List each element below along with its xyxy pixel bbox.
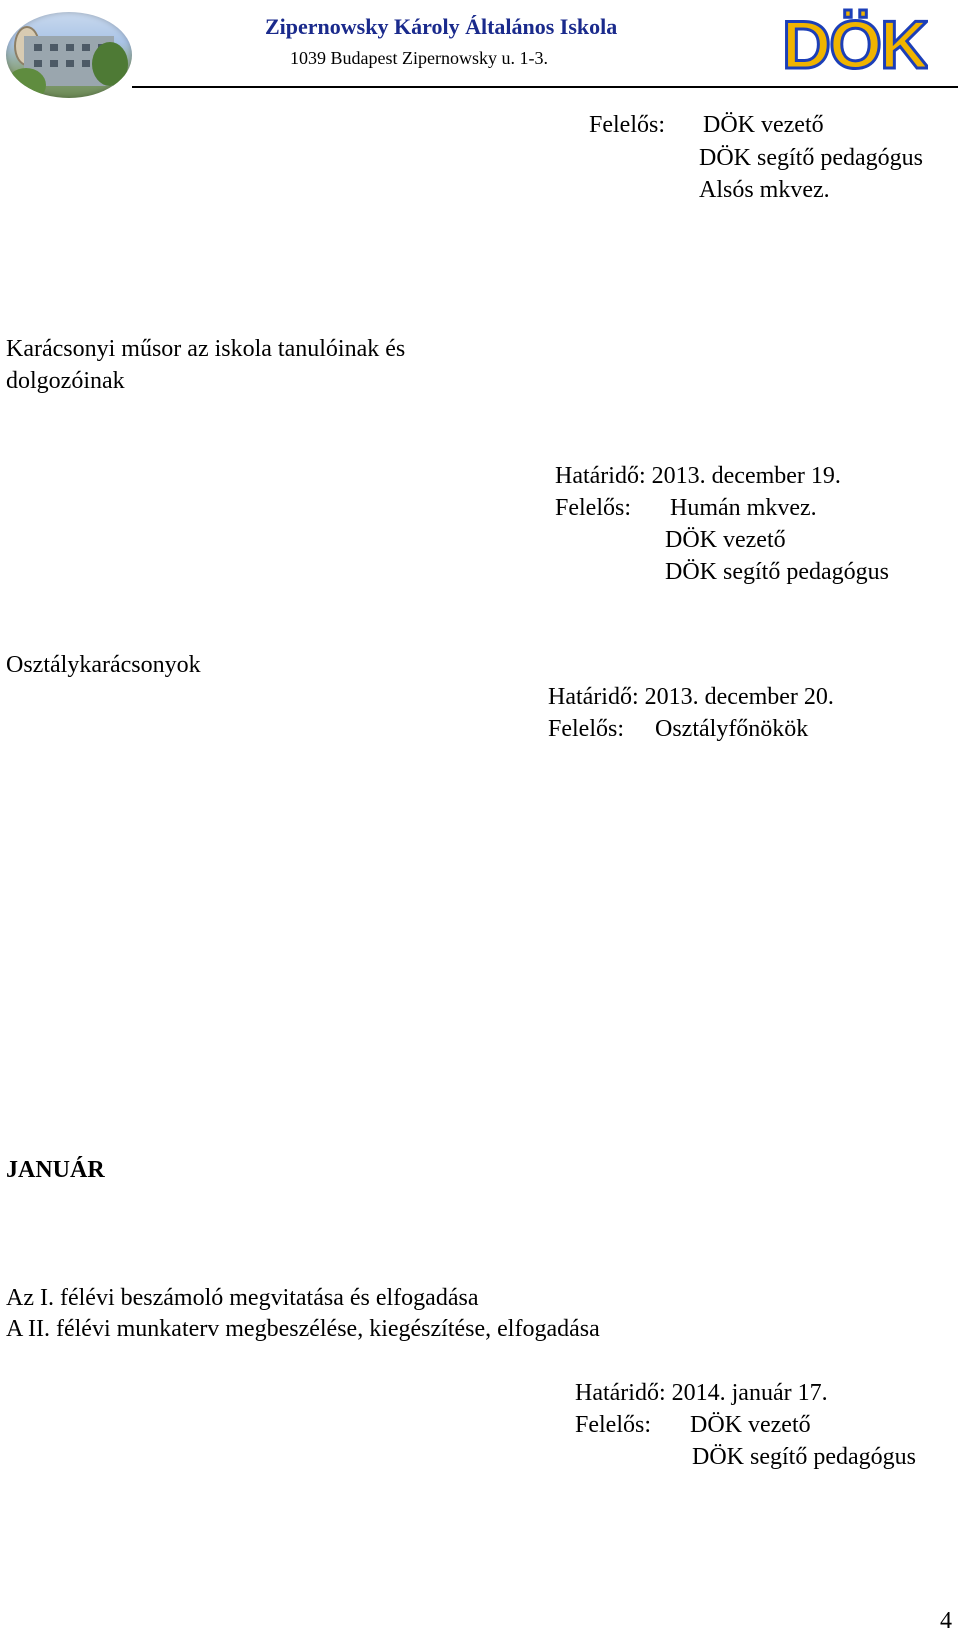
agenda-item: A II. félévi munkaterv megbeszélése, kiegészítése, elfogadása — [6, 1316, 600, 1342]
responsible-item: DÖK segítő pedagógus — [665, 559, 889, 585]
dok-logo-text: DÖK — [782, 7, 928, 76]
responsible-item: DÖK segítő pedagógus — [699, 145, 923, 171]
agenda-item: Az I. félévi beszámoló megvitatása és elfogadása — [6, 1285, 479, 1311]
school-name: Zipernowsky Károly Általános Iskola — [265, 14, 618, 39]
page-number: 4 — [940, 1608, 952, 1634]
responsible-label: Felelős: — [575, 1412, 651, 1438]
event-title: Karácsonyi műsor az iskola tanulóinak és — [6, 336, 406, 362]
month-heading: JANUÁR — [6, 1157, 105, 1183]
responsible-item: DÖK vezető — [703, 112, 824, 138]
school-logo — [6, 12, 132, 98]
responsible-item: Alsós mkvez. — [699, 177, 830, 203]
deadline: Határidő: 2013. december 20. — [548, 684, 834, 710]
header-divider — [132, 86, 958, 88]
event-title: Osztálykarácsonyok — [6, 652, 201, 678]
deadline: Határidő: 2014. január 17. — [575, 1380, 828, 1406]
responsible-item: DÖK vezető — [690, 1412, 811, 1438]
event-title: dolgozóinak — [6, 368, 125, 394]
dok-logo — [778, 6, 928, 76]
school-address: 1039 Budapest Zipernowsky u. 1-3. — [290, 48, 548, 68]
responsible-label: Felelős: — [548, 716, 624, 742]
responsible-label: Felelős: — [589, 112, 665, 138]
responsible-item: Humán mkvez. — [670, 495, 817, 521]
deadline: Határidő: 2013. december 19. — [555, 463, 841, 489]
responsible-item: DÖK vezető — [665, 527, 786, 553]
responsible-item: DÖK segítő pedagógus — [692, 1444, 916, 1470]
responsible-item: Osztályfőnökök — [655, 716, 809, 742]
responsible-label: Felelős: — [555, 495, 631, 521]
